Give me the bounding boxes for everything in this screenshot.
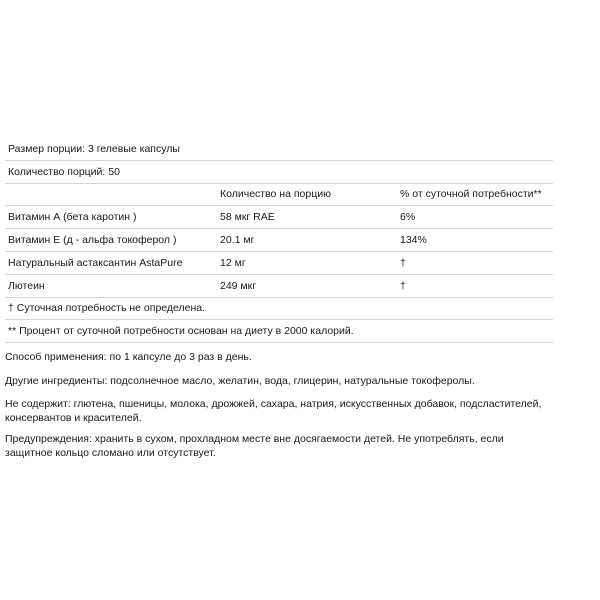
nutrient-amount: 58 мкг RAE	[220, 211, 275, 224]
serving-size-row	[5, 138, 553, 161]
table-header-row	[5, 184, 553, 207]
nutrient-name: Витамин А (бета каротин )	[8, 211, 137, 224]
table-row	[5, 206, 553, 229]
other-ingredients-note	[5, 374, 553, 388]
servings-per-container: Количество порций: 50	[8, 165, 120, 178]
nutrient-dv: 134%	[400, 234, 427, 247]
footnote-not-established: † Суточная потребность не определена.	[8, 302, 206, 315]
free-of-text: Не содержит: глютена, пшеницы, молока, дрожжей, сахара, натрия, искусственных добавок, подсластителей, консервантов и красителей.	[5, 398, 542, 424]
nutrient-name: Лютеин	[8, 279, 45, 292]
servings-per-container-row	[5, 161, 553, 184]
table-row	[5, 252, 553, 275]
footnote-row	[5, 320, 553, 343]
usage-note	[5, 350, 553, 364]
nutrient-dv: 6%	[400, 211, 416, 224]
free-of-note	[5, 397, 553, 425]
supplement-facts-table	[5, 138, 553, 343]
table-row	[5, 275, 553, 298]
header-amount: Количество на порцию	[220, 188, 331, 201]
nutrient-amount: 12 мг	[220, 256, 246, 269]
other-ingredients-text: Другие ингредиенты: подсолнечное масло, желатин, вода, глицерин, натуральные токоферолы.	[5, 375, 475, 387]
usage-text: Способ применения: по 1 капсуле до 3 раз в день.	[5, 351, 252, 363]
table-row	[5, 229, 553, 252]
footnote-row	[5, 298, 553, 321]
serving-size: Размер порции: 3 гелевые капсулы	[8, 142, 180, 155]
warnings-note	[5, 432, 553, 460]
nutrient-dv: †	[400, 279, 406, 292]
nutrient-amount: 20.1 мг	[220, 234, 255, 247]
nutrient-amount: 249 мкг	[220, 279, 257, 292]
footnote-daily-value-basis: ** Процент от суточной потребности основан на диету в 2000 калорий.	[8, 325, 354, 338]
nutrient-name: Натуральный астаксантин AstaPure	[8, 256, 183, 269]
warnings-text: Предупреждения: хранить в сухом, прохладном месте вне досягаемости детей. Не употреблять, если защитное кольцо сломано или отсутствует.	[5, 433, 504, 459]
nutrient-dv: †	[400, 256, 406, 269]
header-daily-value: % от суточной потребности**	[400, 188, 542, 201]
nutrient-name: Витамин Е (д - альфа токоферол )	[8, 234, 177, 247]
